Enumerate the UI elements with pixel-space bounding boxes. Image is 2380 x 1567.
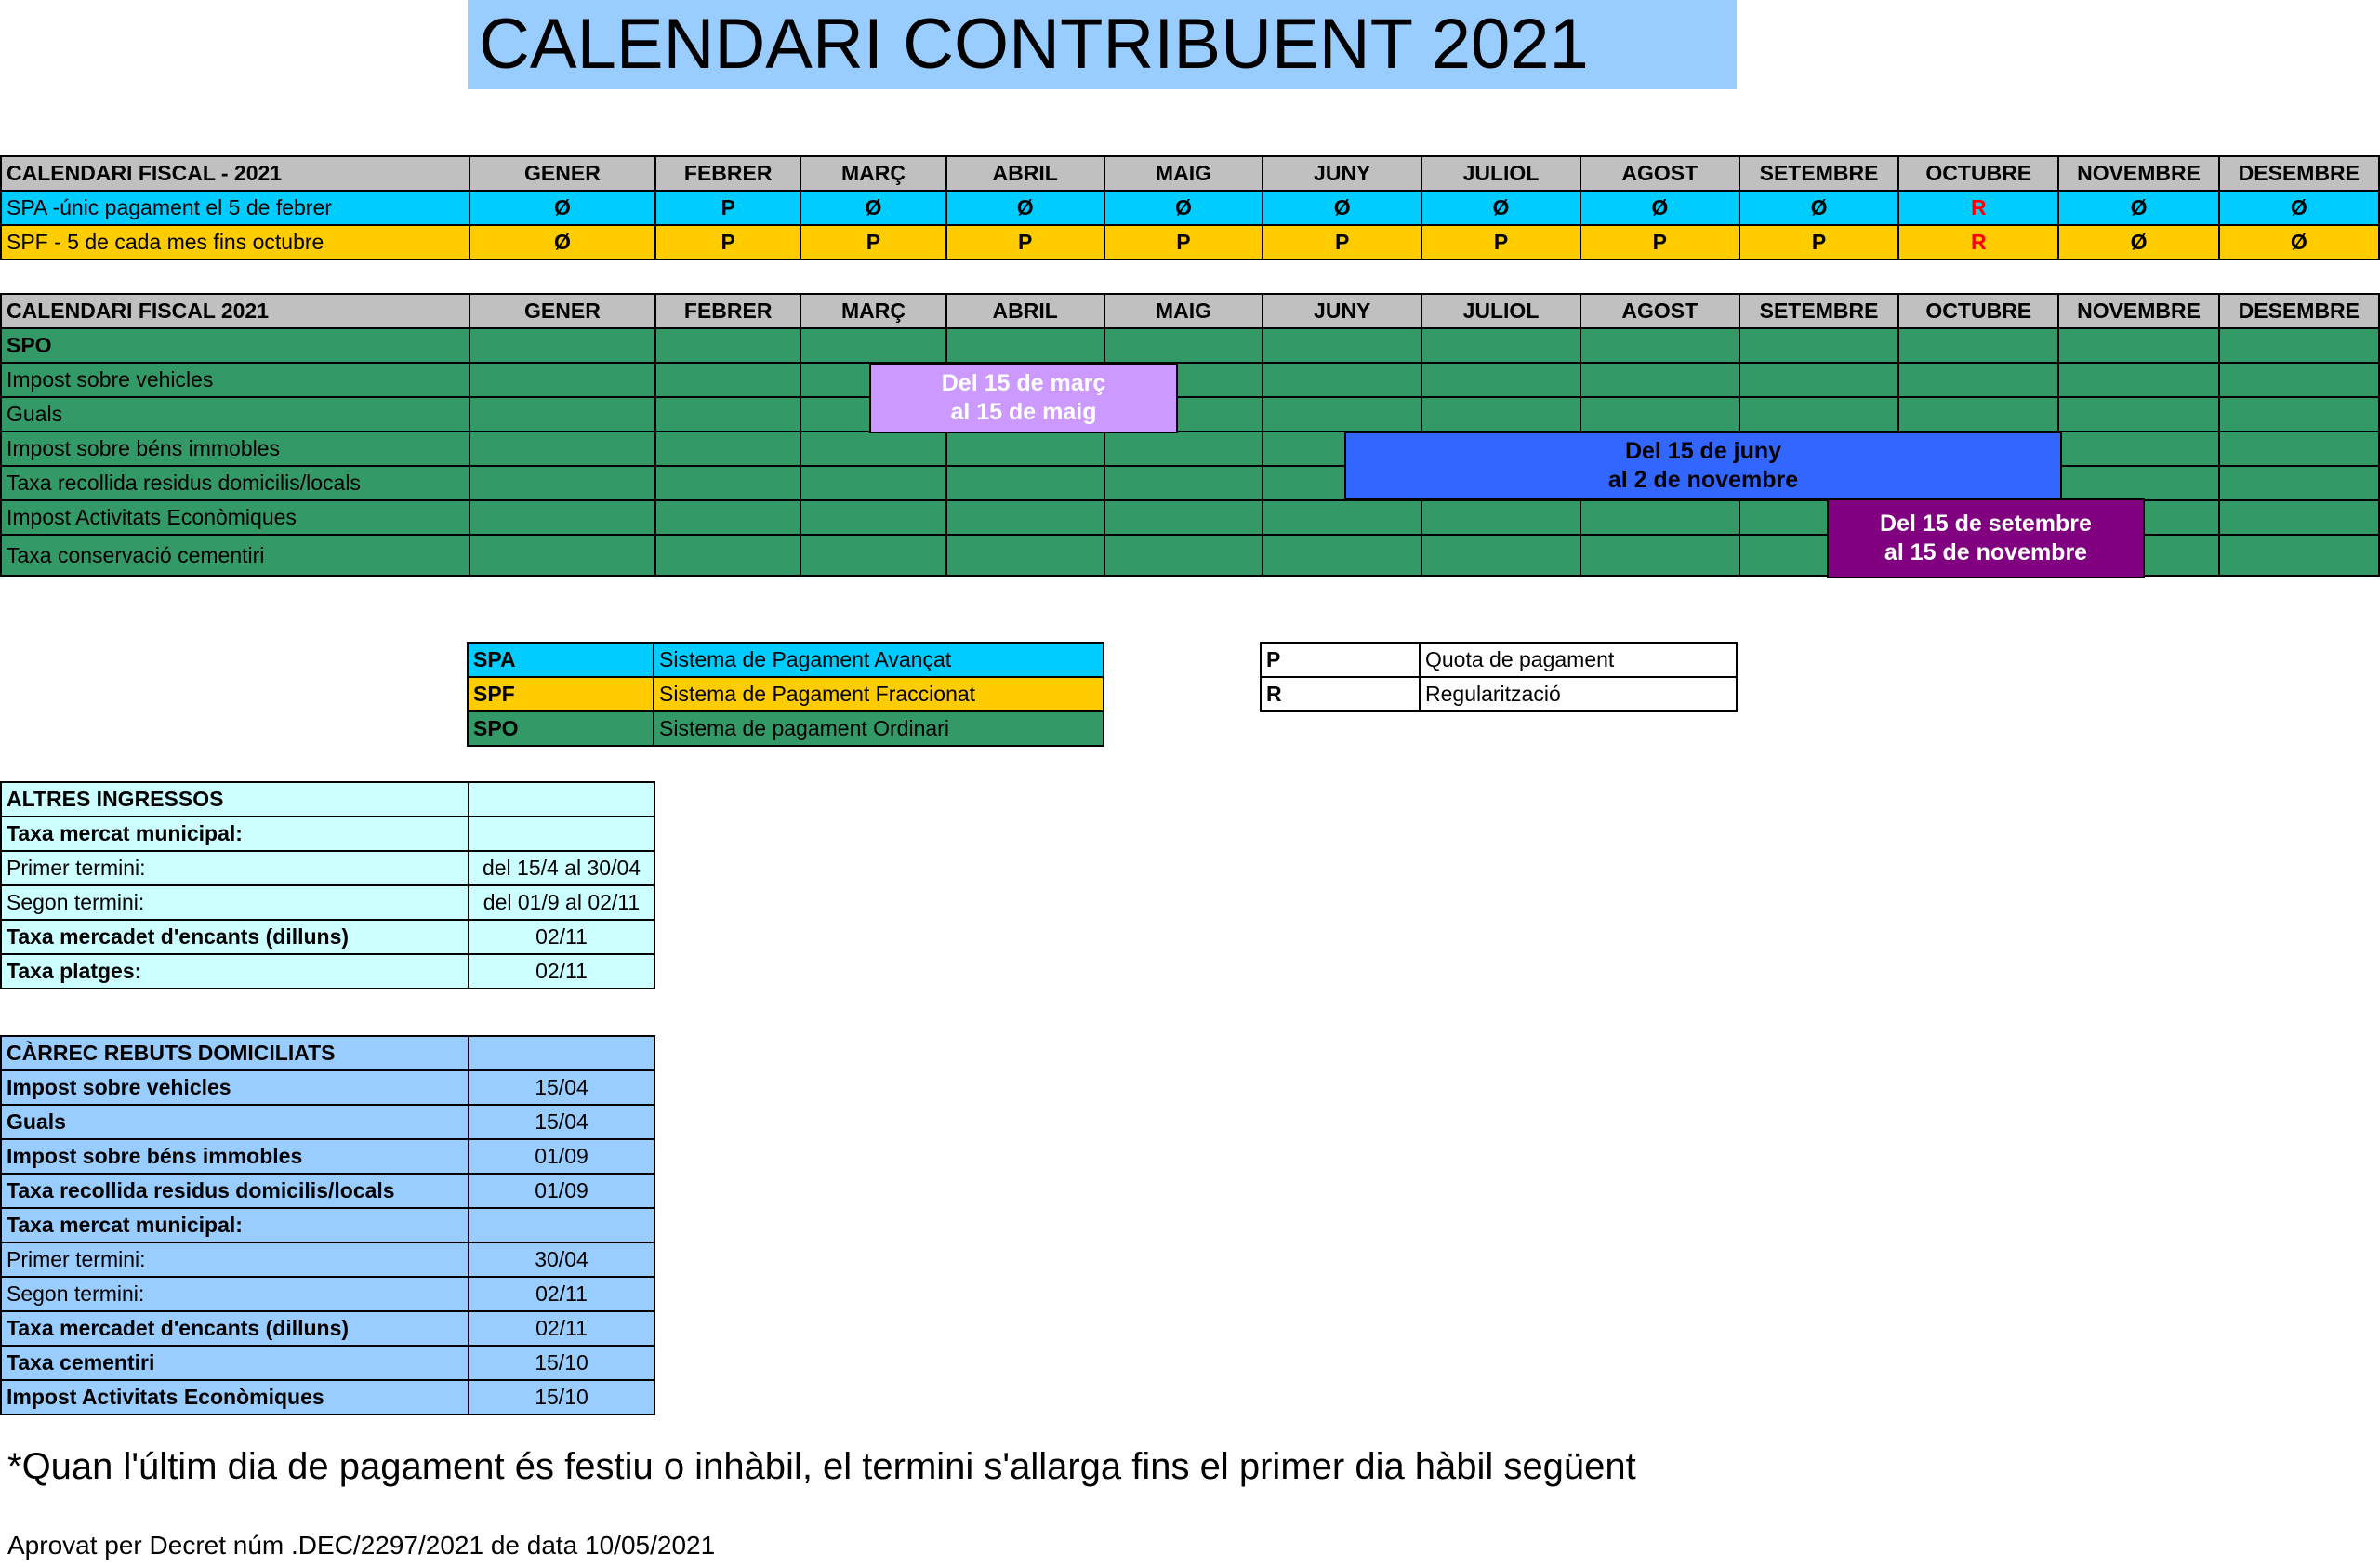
month-cell (655, 535, 800, 576)
month-cell: Ø (2219, 225, 2379, 259)
row-label: Taxa mercat municipal: (1, 817, 469, 851)
month-cell (655, 397, 800, 432)
month-cell (1580, 328, 1739, 363)
table-row (1, 1242, 654, 1277)
row-label: Primer termini: (1, 1242, 469, 1277)
table-header-value (469, 782, 654, 817)
month-cell: R (1898, 191, 2058, 225)
month-cell (800, 535, 945, 576)
month-cell (1421, 397, 1580, 432)
month-cell: Ø (1421, 191, 1580, 225)
month-cell (946, 535, 1104, 576)
month-cell (1421, 328, 1580, 363)
legend-codes (1260, 642, 1738, 712)
month-header: ABRIL (946, 294, 1104, 328)
row-value: 02/11 (469, 1277, 654, 1311)
month-cell: Ø (2058, 191, 2218, 225)
table-row (1, 920, 654, 954)
row-label: Taxa mercadet d'encants (dilluns) (1, 1311, 469, 1346)
table-row (1, 397, 2379, 432)
month-cell (2219, 328, 2379, 363)
month-cell (946, 500, 1104, 535)
month-cell (1580, 500, 1739, 535)
month-cell (655, 363, 800, 397)
month-cell: R (1898, 225, 2058, 259)
month-header: OCTUBRE (1898, 294, 2058, 328)
row-label: Taxa mercat municipal: (1, 1208, 469, 1242)
month-cell (1580, 397, 1739, 432)
month-cell: Ø (1580, 191, 1739, 225)
legend-code: SPF (468, 677, 654, 711)
approval-note: Aprovat per Decret núm .DEC/2297/2021 de data 10/05/2021 (7, 1531, 716, 1560)
row-label: Impost sobre vehicles (1, 1070, 469, 1105)
month-cell (2219, 363, 2379, 397)
period-bar-june-november: Del 15 de juny al 2 de novembre (1344, 432, 2062, 500)
row-value: 30/04 (469, 1242, 654, 1277)
month-header: GENER (469, 156, 655, 191)
month-cell (655, 500, 800, 535)
table-header-label: CÀRREC REBUTS DOMICILIATS (1, 1036, 469, 1070)
month-cell (2058, 466, 2218, 500)
legend-name: Regularització (1420, 677, 1737, 711)
row-value (469, 817, 654, 851)
month-cell (1739, 397, 1898, 432)
row-label: Guals (1, 1105, 469, 1139)
table-row (1, 225, 2379, 259)
altres-ingressos-table (0, 781, 655, 989)
month-cell (469, 466, 655, 500)
month-cell (1898, 328, 2058, 363)
row-label: Segon termini: (1, 885, 469, 920)
month-cell: P (655, 225, 800, 259)
month-cell (1421, 535, 1580, 576)
legend-row (468, 643, 1104, 677)
month-header: JUNY (1263, 156, 1421, 191)
month-cell (469, 500, 655, 535)
table-header-row (1, 1036, 654, 1070)
legend-systems (467, 642, 1104, 747)
month-cell (469, 363, 655, 397)
table-header-value (469, 1036, 654, 1070)
table-row (1, 851, 654, 885)
month-cell (469, 432, 655, 466)
table-header-label: CALENDARI FISCAL - 2021 (1, 156, 469, 191)
month-cell: Ø (1263, 191, 1421, 225)
month-header: JULIOL (1421, 294, 1580, 328)
month-cell (946, 432, 1104, 466)
month-cell (1421, 500, 1580, 535)
month-header: OCTUBRE (1898, 156, 2058, 191)
month-cell: P (655, 191, 800, 225)
month-cell (2058, 397, 2218, 432)
table-row (1, 1105, 654, 1139)
month-cell (1263, 535, 1421, 576)
fiscal-calendar-table (0, 155, 2380, 260)
month-cell: Ø (2219, 191, 2379, 225)
row-label: Impost Activitats Econòmiques (1, 1380, 469, 1414)
month-cell (655, 328, 800, 363)
month-cell: Ø (946, 191, 1104, 225)
table-header-label: ALTRES INGRESSOS (1, 782, 469, 817)
month-cell (655, 466, 800, 500)
table-row (1, 1070, 654, 1105)
month-cell: P (946, 225, 1104, 259)
month-cell (2058, 432, 2218, 466)
month-header: NOVEMBRE (2058, 294, 2218, 328)
month-cell: P (800, 225, 945, 259)
row-value: 01/09 (469, 1174, 654, 1208)
row-label: Guals (1, 397, 469, 432)
row-label: Taxa conservació cementiri (1, 535, 469, 576)
month-cell: P (1104, 225, 1263, 259)
table-row (1, 1174, 654, 1208)
row-value: 02/11 (469, 954, 654, 989)
month-cell (1898, 363, 2058, 397)
month-header: MARÇ (800, 294, 945, 328)
month-header: MARÇ (800, 156, 945, 191)
row-label: Primer termini: (1, 851, 469, 885)
month-cell (800, 328, 945, 363)
legend-name: Sistema de Pagament Fraccionat (654, 677, 1104, 711)
month-cell: Ø (2058, 225, 2218, 259)
row-value: 15/10 (469, 1380, 654, 1414)
month-cell (2058, 328, 2218, 363)
period-bar-march-may: Del 15 de març al 15 de maig (869, 363, 1178, 433)
row-label: Taxa platges: (1, 954, 469, 989)
month-cell: Ø (469, 225, 655, 259)
month-header: FEBRER (655, 294, 800, 328)
month-cell (2219, 535, 2379, 576)
legend-row (1261, 643, 1737, 677)
row-label: Segon termini: (1, 1277, 469, 1311)
month-cell (1104, 535, 1263, 576)
legend-name: Sistema de Pagament Avançat (654, 643, 1104, 677)
month-header: MAIG (1104, 156, 1263, 191)
month-header: GENER (469, 294, 655, 328)
legend-name: Quota de pagament (1420, 643, 1737, 677)
legend-row (468, 711, 1104, 746)
month-cell (1104, 466, 1263, 500)
row-value: 02/11 (469, 1311, 654, 1346)
month-cell: Ø (800, 191, 945, 225)
table-row (1, 1380, 654, 1414)
month-cell (1739, 363, 1898, 397)
table-row (1, 328, 2379, 363)
table-row (1, 1208, 654, 1242)
month-cell (1739, 328, 1898, 363)
row-label: Impost sobre béns immobles (1, 432, 469, 466)
month-cell (2219, 466, 2379, 500)
month-cell (1421, 363, 1580, 397)
month-cell (2219, 500, 2379, 535)
month-cell (1263, 363, 1421, 397)
row-value: 15/10 (469, 1346, 654, 1380)
month-cell (469, 328, 655, 363)
legend-code: SPA (468, 643, 654, 677)
month-header: DESEMBRE (2219, 294, 2379, 328)
page-title: CALENDARI CONTRIBUENT 2021 (479, 5, 1589, 84)
month-cell (469, 535, 655, 576)
row-label: Taxa recollida residus domicilis/locals (1, 1174, 469, 1208)
legend-code: SPO (468, 711, 654, 746)
month-cell: P (1421, 225, 1580, 259)
month-header: SETEMBRE (1739, 294, 1898, 328)
month-cell (1580, 363, 1739, 397)
month-header: AGOST (1580, 294, 1739, 328)
month-cell (800, 500, 945, 535)
row-value: del 01/9 al 02/11 (469, 885, 654, 920)
legend-code: R (1261, 677, 1420, 711)
legend-name: Sistema de pagament Ordinari (654, 711, 1104, 746)
month-cell (1104, 328, 1263, 363)
row-value: 02/11 (469, 920, 654, 954)
month-cell (1263, 500, 1421, 535)
month-cell (946, 328, 1104, 363)
month-cell: P (1580, 225, 1739, 259)
table-header-label: CALENDARI FISCAL 2021 (1, 294, 469, 328)
footnote: *Quan l'últim dia de pagament és festiu o inhàbil, el termini s'allarga fins el primer dia hàbil següent (7, 1446, 1636, 1487)
month-header: AGOST (1580, 156, 1739, 191)
table-row (1, 1311, 654, 1346)
table-row (1, 817, 654, 851)
carrec-rebuts-table (0, 1035, 655, 1415)
row-value: 15/04 (469, 1105, 654, 1139)
table-row (1, 1346, 654, 1380)
table-header-row (1, 782, 654, 817)
row-label: Taxa recollida residus domicilis/locals (1, 466, 469, 500)
month-cell: Ø (1739, 191, 1898, 225)
month-header: JUNY (1263, 294, 1421, 328)
row-value: del 15/4 al 30/04 (469, 851, 654, 885)
month-cell (2219, 432, 2379, 466)
month-cell (1104, 432, 1263, 466)
table-row (1, 1139, 654, 1174)
month-header: DESEMBRE (2219, 156, 2379, 191)
month-cell (1263, 397, 1421, 432)
month-cell (1263, 328, 1421, 363)
month-header: FEBRER (655, 156, 800, 191)
row-label: Impost sobre vehicles (1, 363, 469, 397)
row-value (469, 1208, 654, 1242)
month-header: ABRIL (946, 156, 1104, 191)
month-cell (800, 466, 945, 500)
month-cell (800, 432, 945, 466)
month-cell: P (1263, 225, 1421, 259)
month-cell (1580, 535, 1739, 576)
table-row (1, 1277, 654, 1311)
month-cell (469, 397, 655, 432)
month-header: SETEMBRE (1739, 156, 1898, 191)
legend-row (1261, 677, 1737, 711)
month-cell (2219, 397, 2379, 432)
month-cell (655, 432, 800, 466)
legend-code: P (1261, 643, 1420, 677)
month-cell: P (1739, 225, 1898, 259)
row-value: 01/09 (469, 1139, 654, 1174)
month-cell (2058, 363, 2218, 397)
month-cell (1104, 500, 1263, 535)
month-header: NOVEMBRE (2058, 156, 2218, 191)
table-row (1, 885, 654, 920)
row-label: Taxa mercadet d'encants (dilluns) (1, 920, 469, 954)
month-header: JULIOL (1421, 156, 1580, 191)
month-header: MAIG (1104, 294, 1263, 328)
row-label: Impost Activitats Econòmiques (1, 500, 469, 535)
month-cell (1898, 397, 2058, 432)
row-label: Taxa cementiri (1, 1346, 469, 1380)
month-cell: Ø (469, 191, 655, 225)
legend-row (468, 677, 1104, 711)
row-label: Impost sobre béns immobles (1, 1139, 469, 1174)
row-label: SPF - 5 de cada mes fins octubre (1, 225, 469, 259)
table-row (1, 191, 2379, 225)
row-value: 15/04 (469, 1070, 654, 1105)
month-cell (946, 466, 1104, 500)
month-cell: Ø (1104, 191, 1263, 225)
row-label: SPA -únic pagament el 5 de febrer (1, 191, 469, 225)
table-row (1, 363, 2379, 397)
table-row (1, 954, 654, 989)
period-bar-september-november: Del 15 de setembre al 15 de novembre (1827, 498, 2145, 578)
row-label: SPO (1, 328, 469, 363)
